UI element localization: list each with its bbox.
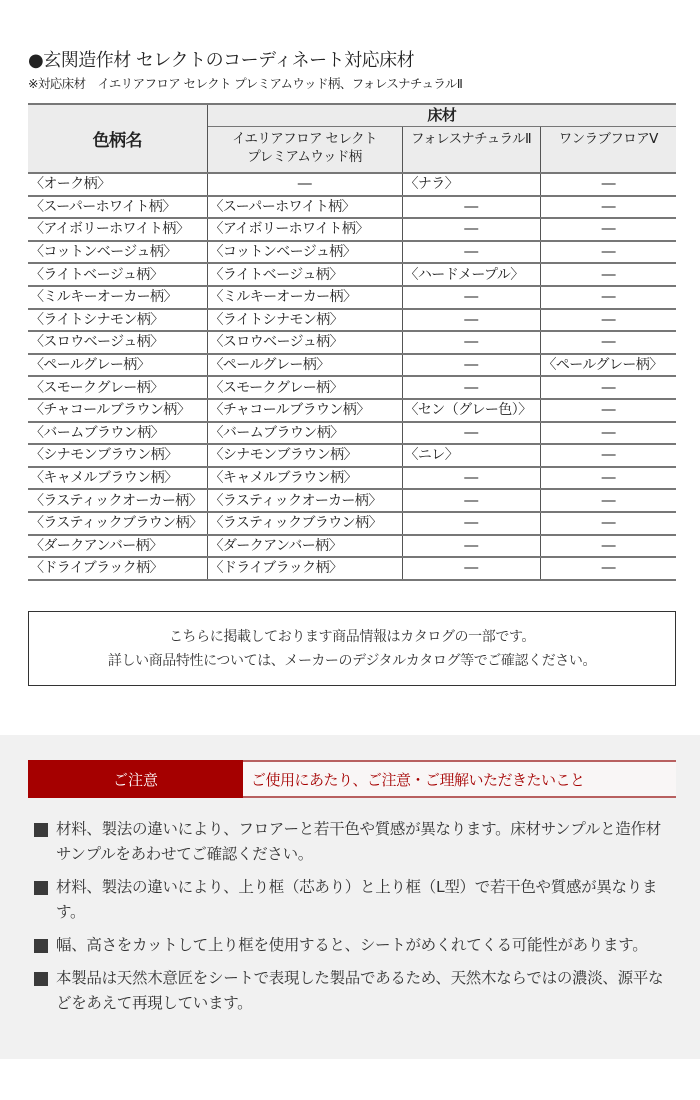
flooring-cell: ― xyxy=(540,331,676,354)
caution-section xyxy=(0,735,700,1059)
square-bullet-icon xyxy=(34,823,48,837)
flooring-cell: 〈コットンベージュ柄〉 xyxy=(207,241,402,264)
table-row xyxy=(28,331,676,354)
color-pattern-cell: 〈オーク柄〉 xyxy=(28,173,207,196)
table-row xyxy=(28,263,676,286)
caution-item xyxy=(34,933,674,958)
flooring-cell: ― xyxy=(540,218,676,241)
square-bullet-icon xyxy=(34,972,48,986)
table-body xyxy=(28,173,676,580)
flooring-cell: ― xyxy=(402,512,540,535)
table-row xyxy=(28,535,676,558)
flooring-cell: ― xyxy=(540,467,676,490)
notice-line-2: 詳しい商品特性については、メーカーのデジタルカタログ等でご確認ください。 xyxy=(107,652,597,669)
table-row xyxy=(28,241,676,264)
color-pattern-cell: 〈シナモンブラウン柄〉 xyxy=(28,444,207,467)
flooring-cell: 〈ナラ〉 xyxy=(402,173,540,196)
flooring-cell: 〈ニレ〉 xyxy=(402,444,540,467)
flooring-cell: 〈チャコールブラウン柄〉 xyxy=(207,399,402,422)
color-pattern-cell: 〈チャコールブラウン柄〉 xyxy=(28,399,207,422)
table-row xyxy=(28,286,676,309)
flooring-cell: ― xyxy=(540,376,676,399)
color-pattern-cell: 〈スモークグレー柄〉 xyxy=(28,376,207,399)
flooring-cell: 〈ダークアンバー柄〉 xyxy=(207,535,402,558)
flooring-cell: ― xyxy=(402,286,540,309)
color-pattern-cell: 〈アイボリーホワイト柄〉 xyxy=(28,218,207,241)
header-onelove-floor xyxy=(540,126,676,173)
flooring-cell: ― xyxy=(540,535,676,558)
header-line: ワンラブフロアⅤ xyxy=(558,130,658,147)
header-line: フォレスナチュラルⅡ xyxy=(411,130,531,147)
table-row xyxy=(28,354,676,377)
flooring-cell: ― xyxy=(540,309,676,332)
flooring-cell: ― xyxy=(402,218,540,241)
header-flooring-group: 床材 xyxy=(207,104,676,126)
flooring-cell: ― xyxy=(540,422,676,445)
flooring-cell: 〈スロウベージュ柄〉 xyxy=(207,331,402,354)
flooring-cell: 〈セン（グレー色）〉 xyxy=(402,399,540,422)
table-row xyxy=(28,557,676,580)
flooring-cell: ― xyxy=(402,331,540,354)
flooring-cell: ― xyxy=(540,286,676,309)
flooring-cell: ― xyxy=(540,399,676,422)
table-row xyxy=(28,512,676,535)
flooring-cell: ― xyxy=(540,557,676,580)
color-pattern-cell: 〈スーパーホワイト柄〉 xyxy=(28,196,207,219)
table-row xyxy=(28,376,676,399)
table-row xyxy=(28,218,676,241)
flooring-cell: ― xyxy=(402,196,540,219)
header-line: イエリアフロア セレクト xyxy=(232,130,377,147)
table-row xyxy=(28,444,676,467)
flooring-cell: ― xyxy=(207,173,402,196)
caution-item-text: 本製品は天然木意匠をシートで表現した製品であるため、天然木ならではの濃淡、源平などをあえて再現しています。 xyxy=(56,969,664,1012)
table-row xyxy=(28,489,676,512)
flooring-cell: 〈ハードメープル〉 xyxy=(402,263,540,286)
color-pattern-cell: 〈ミルキーオーカー柄〉 xyxy=(28,286,207,309)
flooring-cell: ― xyxy=(402,489,540,512)
caution-title: ご使用にあたり、ご注意・ご理解いただきたいこと xyxy=(251,770,585,789)
color-pattern-cell: 〈ラスティックオーカー柄〉 xyxy=(28,489,207,512)
flooring-cell: 〈バームブラウン柄〉 xyxy=(207,422,402,445)
notice-line-1: こちらに掲載しております商品情報はカタログの一部です。 xyxy=(168,628,536,645)
color-pattern-cell: 〈ラスティックブラウン柄〉 xyxy=(28,512,207,535)
flooring-cell: ― xyxy=(402,535,540,558)
section-subtitle: ※対応床材 イエリアフロア セレクト プレミアムウッド柄、フォレスナチュラルⅡ xyxy=(28,76,463,91)
color-pattern-cell: 〈キャメルブラウン柄〉 xyxy=(28,467,207,490)
flooring-cell: ― xyxy=(402,422,540,445)
table-row xyxy=(28,399,676,422)
flooring-cell: ― xyxy=(540,263,676,286)
caution-item-text: 幅、高さをカットして上り框を使用すると、シートがめくれてくる可能性があります。 xyxy=(56,936,648,954)
caution-list xyxy=(34,817,674,1024)
flooring-cell: 〈ペールグレー柄〉 xyxy=(540,354,676,377)
flooring-cell: ― xyxy=(402,557,540,580)
flooring-cell: ― xyxy=(540,512,676,535)
flooring-cell: ― xyxy=(402,309,540,332)
flooring-cell: 〈シナモンブラウン柄〉 xyxy=(207,444,402,467)
flooring-cell: 〈ペールグレー柄〉 xyxy=(207,354,402,377)
flooring-cell: ― xyxy=(402,467,540,490)
header-foresnatural xyxy=(402,126,540,173)
color-pattern-cell: 〈スロウベージュ柄〉 xyxy=(28,331,207,354)
flooring-cell: ― xyxy=(402,241,540,264)
caution-item-text: 材料、製法の違いにより、上り框（芯あり）と上り框（L型）で若干色や質感が異なります。 xyxy=(56,878,658,921)
flooring-cell: 〈キャメルブラウン柄〉 xyxy=(207,467,402,490)
flooring-cell: 〈ライトシナモン柄〉 xyxy=(207,309,402,332)
flooring-cell: 〈ラスティックオーカー柄〉 xyxy=(207,489,402,512)
flooring-cell: 〈ドライブラック柄〉 xyxy=(207,557,402,580)
square-bullet-icon xyxy=(34,881,48,895)
color-pattern-cell: 〈ダークアンバー柄〉 xyxy=(28,535,207,558)
flooring-cell: ― xyxy=(402,376,540,399)
flooring-cell: ― xyxy=(540,196,676,219)
flooring-cell: 〈ミルキーオーカー柄〉 xyxy=(207,286,402,309)
square-bullet-icon xyxy=(34,939,48,953)
flooring-cell: 〈アイボリーホワイト柄〉 xyxy=(207,218,402,241)
coordinate-table xyxy=(28,103,676,581)
flooring-cell: ― xyxy=(540,241,676,264)
color-pattern-cell: 〈バームブラウン柄〉 xyxy=(28,422,207,445)
header-color-pattern-name: 色柄名 xyxy=(28,104,207,173)
color-pattern-cell: 〈ライトベージュ柄〉 xyxy=(28,263,207,286)
flooring-cell: 〈スモークグレー柄〉 xyxy=(207,376,402,399)
header-line: プレミアムウッド柄 xyxy=(247,148,362,165)
table-row xyxy=(28,196,676,219)
table-row xyxy=(28,309,676,332)
catalog-notice-box xyxy=(28,611,676,686)
flooring-cell: ― xyxy=(540,173,676,196)
table-row xyxy=(28,173,676,196)
caution-item xyxy=(34,875,674,925)
table-row xyxy=(28,467,676,490)
color-pattern-cell: 〈ペールグレー柄〉 xyxy=(28,354,207,377)
caution-label: ご注意 xyxy=(28,760,243,798)
flooring-cell: ― xyxy=(540,444,676,467)
caution-header xyxy=(28,760,676,798)
caution-item xyxy=(34,966,674,1016)
caution-item-text: 材料、製法の違いにより、フロアーと若干色や質感が異なります。床材サンプルと造作材サンプルをあわせてご確認ください。 xyxy=(56,820,661,863)
header-ieria-floor-select xyxy=(207,126,402,173)
table-row xyxy=(28,422,676,445)
flooring-cell: 〈ラスティックブラウン柄〉 xyxy=(207,512,402,535)
section-title: ●玄関造作材 セレクトのコーディネート対応床材 xyxy=(28,50,415,71)
color-pattern-cell: 〈ドライブラック柄〉 xyxy=(28,557,207,580)
caution-item xyxy=(34,817,674,867)
flooring-cell: ― xyxy=(540,489,676,512)
color-pattern-cell: 〈ライトシナモン柄〉 xyxy=(28,309,207,332)
color-pattern-cell: 〈コットンベージュ柄〉 xyxy=(28,241,207,264)
flooring-cell: 〈ライトベージュ柄〉 xyxy=(207,263,402,286)
flooring-cell: 〈スーパーホワイト柄〉 xyxy=(207,196,402,219)
flooring-cell: ― xyxy=(402,354,540,377)
